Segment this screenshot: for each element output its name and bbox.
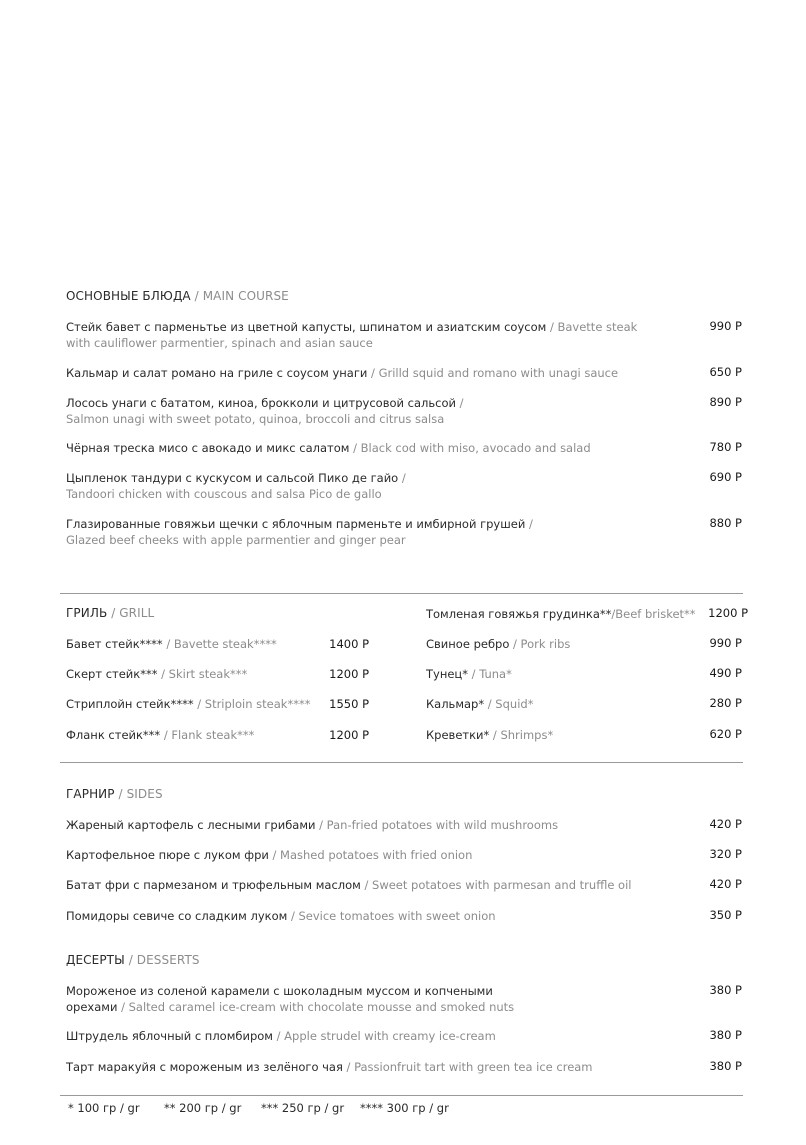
item-price: 380 Р	[709, 1028, 742, 1042]
item-price: 320 Р	[709, 847, 742, 861]
item-name-en: / Bavette steak with cauliflower parmentier, spinach and asian sauce	[66, 320, 638, 350]
item-name-ru: Бавет стейк****	[66, 637, 163, 651]
item-price: 280 Р	[709, 696, 742, 710]
item-name-ru: Томленая говяжья грудинка**	[426, 607, 612, 621]
menu-item	[66, 395, 486, 427]
item-price: 690 Р	[709, 470, 742, 484]
footnote: ** 200 гр / gr	[164, 1101, 242, 1115]
grill-item	[426, 696, 533, 712]
item-name-en: / Bavette steak****	[162, 637, 277, 651]
item-name-en: / Grilld squid and romano with unagi sauce	[367, 366, 619, 380]
section-title-ru: ГРИЛЬ	[66, 606, 108, 620]
section-title-desserts	[66, 953, 200, 967]
item-name-ru: Картофельное пюре с луком фри	[66, 848, 269, 862]
item-name-ru: Жареный картофель с лесными грибами	[66, 818, 316, 832]
item-price: 990 Р	[709, 319, 742, 333]
item-name-ru: Глазированные говяжьи щечки с яблочным парменьте и имбирной грушей	[66, 517, 526, 531]
footnote: **** 300 гр / gr	[360, 1101, 449, 1115]
item-name-ru: Стейк бавет с парменьтье из цветной капусты, шпинатом и азиатским соусом	[66, 320, 547, 334]
section-title-sides	[66, 787, 163, 801]
item-price: 420 Р	[709, 817, 742, 831]
menu-item	[66, 516, 556, 548]
item-name-en: / Passionfruit tart with green tea ice cream	[342, 1060, 593, 1074]
item-price: 350 Р	[709, 908, 742, 922]
item-name-en: / Pork ribs	[509, 637, 571, 651]
menu-item	[66, 983, 536, 1015]
item-price: 990 Р	[709, 636, 742, 650]
item-name-ru: Скерт стейк***	[66, 667, 158, 681]
item-name-en: / Tandoori chicken with couscous and salsa Pico de gallo	[66, 471, 406, 501]
menu-item	[66, 877, 666, 893]
section-title-ru: ГАРНИР	[66, 787, 115, 801]
divider	[60, 1095, 743, 1096]
item-name-ru: Фланк стейк***	[66, 728, 161, 742]
grill-item	[426, 636, 570, 652]
item-name-ru: Тунец*	[426, 667, 469, 681]
item-price: 650 Р	[709, 365, 742, 379]
menu-item	[66, 319, 646, 351]
menu-item	[66, 847, 666, 863]
item-name-ru: Кальмар*	[426, 697, 485, 711]
item-name-ru: Мороженое из соленой карамели с шоколадным муссом и копчеными орехами	[66, 984, 493, 1014]
item-price: 890 Р	[709, 395, 742, 409]
item-price: 380 Р	[709, 1059, 742, 1073]
item-name-en: / Tuna*	[468, 667, 512, 681]
item-name-ru: Штрудель яблочный с пломбиром	[66, 1029, 273, 1043]
grill-item	[66, 727, 254, 743]
item-price: 1200 Р	[329, 667, 369, 681]
divider	[60, 593, 743, 594]
item-price: 1200 Р	[329, 728, 369, 742]
menu-item	[66, 470, 426, 502]
item-name-en: / Black cod with miso, avocado and salad	[349, 441, 591, 455]
section-title-ru: ОСНОВНЫЕ БЛЮДА	[66, 289, 191, 303]
menu-item	[66, 440, 666, 456]
footnote: * 100 гр / gr	[68, 1101, 140, 1115]
grill-item	[426, 727, 553, 743]
item-name-en: / Sweet potatoes with parmesan and truffle oil	[360, 878, 632, 892]
item-name-ru: Креветки*	[426, 728, 490, 742]
item-price: 1400 Р	[329, 637, 369, 651]
item-name-en: / Flank steak***	[160, 728, 255, 742]
item-price: 880 Р	[709, 516, 742, 530]
item-price: 420 Р	[709, 877, 742, 891]
item-price: 490 Р	[709, 666, 742, 680]
grill-item	[426, 666, 512, 682]
footnote: *** 250 гр / gr	[261, 1101, 345, 1115]
item-price: 1200 Р	[708, 606, 748, 620]
item-price: 620 Р	[709, 727, 742, 741]
item-name-en: /Beef brisket**	[611, 607, 696, 621]
item-price: 1550 Р	[329, 697, 369, 711]
item-name-en: / Salmon unagi with sweet potato, quinoa, broccoli and citrus salsa	[66, 396, 464, 426]
menu-item	[66, 1028, 666, 1044]
item-name-ru: Кальмар и салат романо на гриле с соусом унаги	[66, 366, 368, 380]
item-name-en: / Mashed potatoes with fried onion	[268, 848, 473, 862]
item-name-ru: Помидоры севиче со сладким луком	[66, 909, 291, 923]
grill-item	[66, 636, 277, 652]
section-title-ru: ДЕСЕРТЫ	[66, 953, 125, 967]
section-title-en: / MAIN COURSE	[190, 289, 289, 303]
item-name-en: / Striploin steak****	[193, 697, 311, 711]
item-name-en: / Skirt steak***	[157, 667, 248, 681]
grill-item	[426, 606, 696, 622]
item-name-en: / Sevice tomatoes with sweet onion	[290, 909, 496, 923]
item-name-ru: Батат фри с пармезаном и трюфельным маслом	[66, 878, 361, 892]
section-title-main-course	[66, 289, 289, 303]
item-price: 380 Р	[709, 983, 742, 997]
item-name-en: / Squid*	[484, 697, 534, 711]
item-name-ru: Тарт маракуйя с мороженым из зелёного чая	[66, 1060, 343, 1074]
item-name-ru: Чёрная треска мисо с авокадо и микс салатом	[66, 441, 350, 455]
item-price: 780 Р	[709, 440, 742, 454]
item-name-ru: Лосось унаги с бататом, киноа, брокколи и цитрусовой сальсой	[66, 396, 456, 410]
section-title-grill	[66, 606, 154, 620]
grill-item	[66, 666, 247, 682]
menu-item	[66, 365, 666, 381]
menu-item	[66, 817, 666, 833]
divider	[60, 762, 743, 763]
item-name-en: / Salted caramel ice-cream with chocolate mousse and smoked nuts	[117, 1000, 515, 1014]
item-name-ru: Цыпленок тандури с кускусом и сальсой Пико де гайо	[66, 471, 399, 485]
section-title-en: / DESSERTS	[124, 953, 200, 967]
item-name-en: / Shrimps*	[489, 728, 554, 742]
item-name-ru: Стриплойн стейк****	[66, 697, 194, 711]
item-name-ru: Свиное ребро	[426, 637, 510, 651]
item-name-en: / Pan-fried potatoes with wild mushrooms	[315, 818, 559, 832]
grill-item	[66, 696, 310, 712]
item-name-en: / Apple strudel with creamy ice-cream	[272, 1029, 496, 1043]
menu-item	[66, 1059, 666, 1075]
section-title-en: / SIDES	[114, 787, 163, 801]
menu-item	[66, 908, 666, 924]
item-name-en: / Glazed beef cheeks with apple parmentier and ginger pear	[66, 517, 533, 547]
section-title-en: / GRILL	[107, 606, 155, 620]
